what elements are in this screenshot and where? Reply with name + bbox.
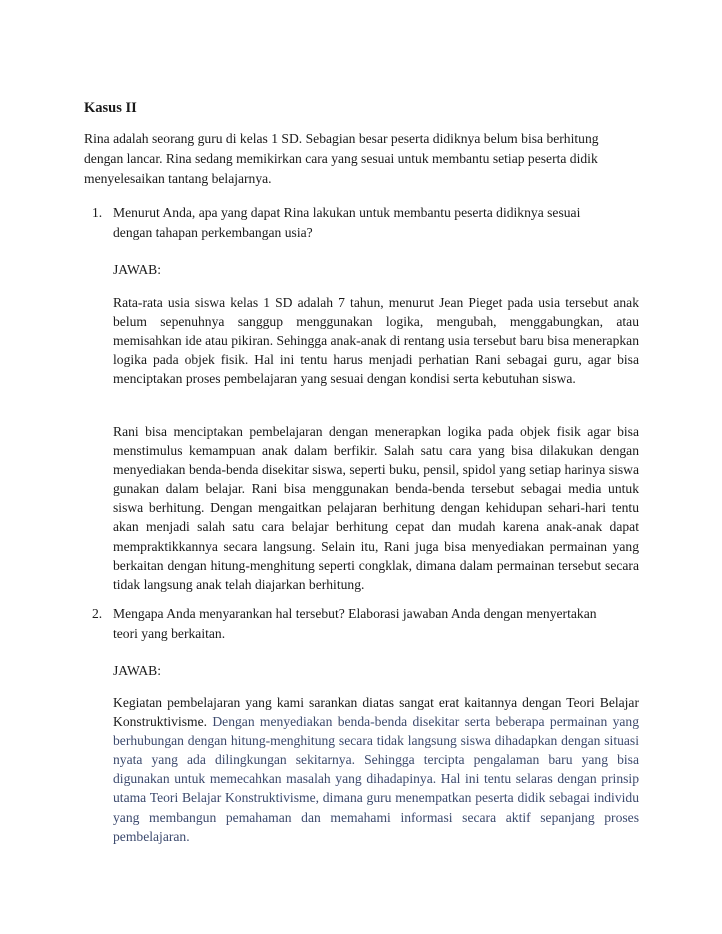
question-number: 1. xyxy=(92,205,103,220)
answer-paragraph: Rata-rata usia siswa kelas 1 SD adalah 7 tahun, menurut Jean Pieget pada usia tersebut anak belum sepenuhnya sanggup menggunakan logika, mengubah, menggabungkan, atau memisahkan ide atau pikiran. Sehingga anak-anak di rentang usia tersebut baru bisa menerapkan logika pada objek fisik. Hal ini tentu harus menjadi perhatian Rani sebagai guru, agar bisa menciptakan proses pembelajaran yang sesuai dengan kondisi serta kebutuhan siswa. xyxy=(113,295,639,387)
question-text: Menurut Anda, apa yang dapat Rina lakukan untuk membantu peserta didiknya sesuai dengan tahapan perkembangan usia? xyxy=(113,205,581,240)
answer-paragraph xyxy=(113,693,639,846)
answer-paragraph: Rani bisa menciptakan pembelajaran dengan menerapkan logika pada objek fisik agar bisa menstimulus kemampuan anak dalam berfikir. Salah satu cara yang bisa dilakukan dengan menyediakan benda-benda disekitar siswa, seperti buku, pensil, spidol yang setiap harinya siswa gunakan dalam belajar. Rani bisa menggunakan benda-benda tersebut sebagai media untuk siswa berhitung. Dengan mengaitkan pelajaran berhitung dengan kehidupan sehari-hari tentu akan menjadi salah satu cara belajar berhitung cepat dan mudah karena anak-anak dapat mempraktikkannya secara langsung. Selain itu, Rani juga bisa menyediakan permainan yang berkaitan dengan hitung-menghitung seperti congklak, dimana dalam permainan tersebut secara tidak langsung anak telah diajarkan berhitung. xyxy=(113,424,639,592)
question-2 xyxy=(84,604,640,644)
question-1 xyxy=(84,203,640,243)
answer-text-dark: Kegiatan pembelajaran yang kami sarankan diatas sangat erat kaitannya dengan Teori Belajar Konstruktivisme. xyxy=(113,695,639,730)
answer-text-blue: Dengan menyediakan benda-benda disekitar serta beberapa permainan yang berhubungan dengan hitung-menghitung secara tidak langsung siswa dihadapkan dengan situasi nyata yang ada dilingkungan sekitarnya. Sehingga tercipta pengalaman baru yang bisa digunakan untuk memecahkan masalah yang dihadapinya. Hal ini tentu selaras dengan prinsip utama Teori Belajar Konstruktivisme, dimana guru menempatkan peserta didik sebagai individu yang membangun pemahaman dan memahami informasi secara aktif sepanjang proses pembelajaran. xyxy=(113,714,639,844)
question-number: 2. xyxy=(92,606,103,621)
answer-label: JAWAB: xyxy=(113,262,162,277)
question-text: Mengapa Anda menyarankan hal tersebut? Elaborasi jawaban Anda dengan menyertakan teori yang berkaitan. xyxy=(113,606,597,641)
case-title: Kasus II xyxy=(84,100,137,116)
answer-label: JAWAB: xyxy=(113,663,162,678)
case-intro-paragraph: Rina adalah seorang guru di kelas 1 SD. Sebagian besar peserta didiknya belum bisa berhitung dengan lancar. Rina sedang memikirkan cara yang sesuai untuk membantu setiap peserta didik menyelesaikan tantang belajarnya. xyxy=(84,131,599,186)
